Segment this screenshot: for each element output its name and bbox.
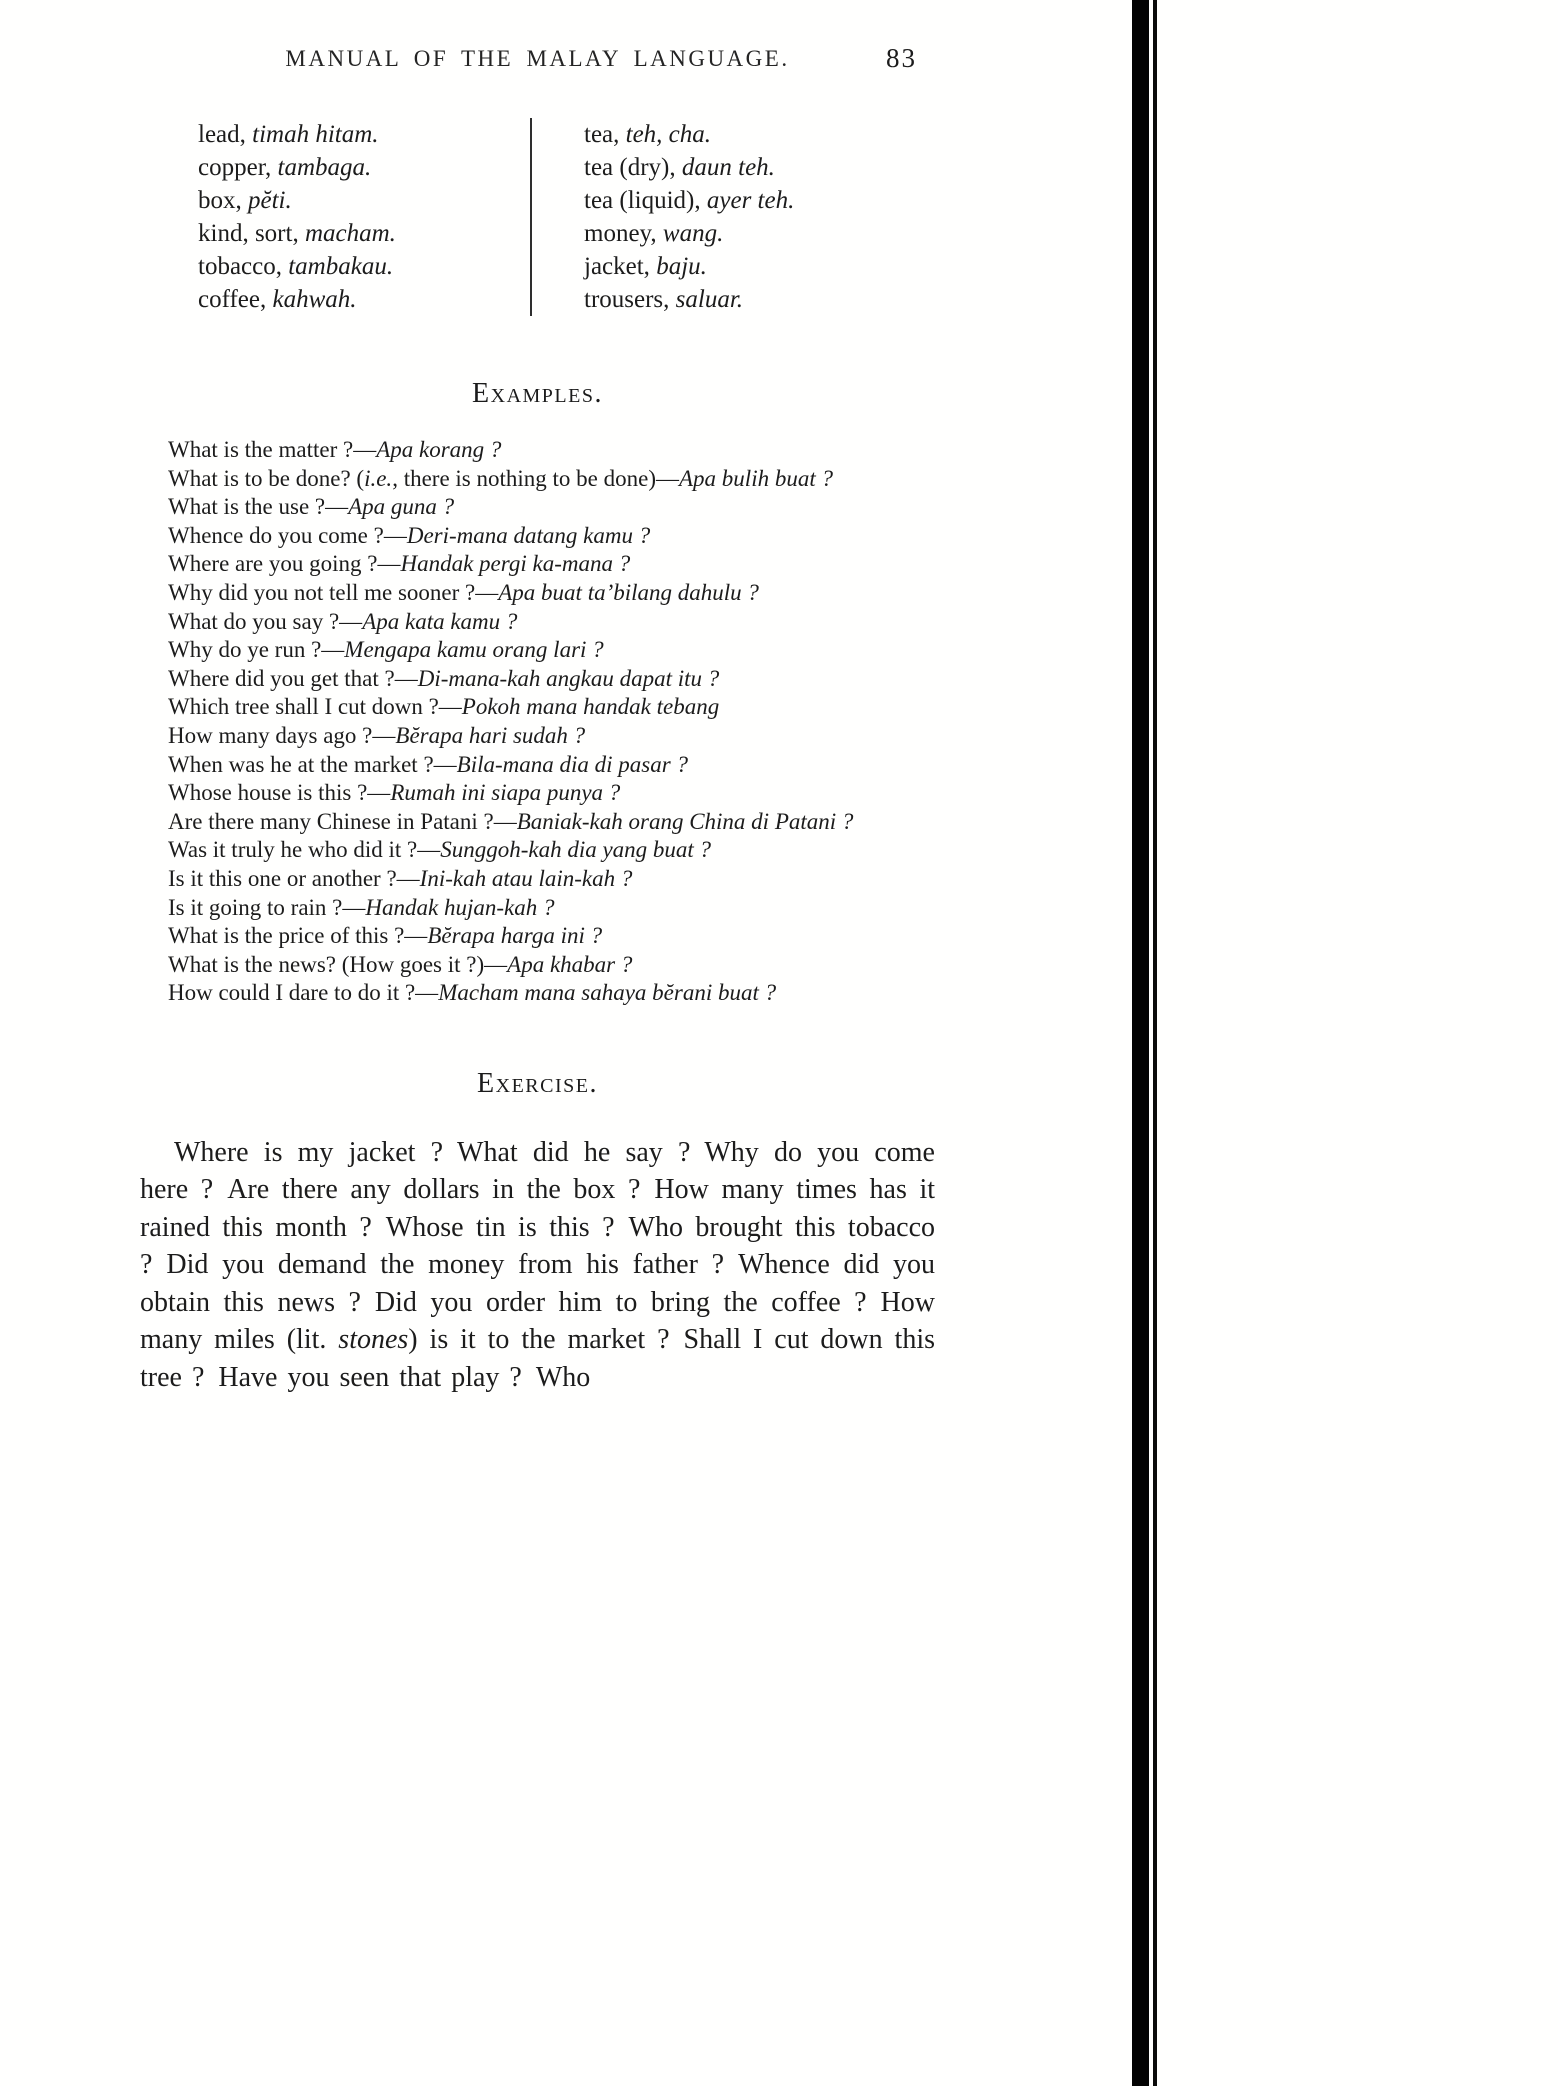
example-malay: Apa guna ? xyxy=(348,494,455,520)
example-malay: Bĕrapa hari sudah ? xyxy=(395,722,586,748)
example-malay: Apa bulih buat ? xyxy=(679,465,833,491)
page-header xyxy=(140,43,935,82)
vocab-malay: teh, cha. xyxy=(625,121,712,148)
vocab-entry xyxy=(198,151,530,184)
example-line xyxy=(140,779,935,808)
vocab-malay: timah hitam. xyxy=(252,121,379,148)
example-line xyxy=(140,722,935,751)
example-english: What is the use ?— xyxy=(168,494,349,520)
exercise-text: ) is it to the market ? Shall I cut down this tree ? Have you seen that play ? Who xyxy=(140,1324,935,1393)
example-english: Which tree shall I cut down ?— xyxy=(168,694,462,720)
example-english: Was it truly he who did it ?— xyxy=(168,837,441,863)
example-english: When was he at the market ?— xyxy=(168,751,457,777)
page-number: 83 xyxy=(886,43,917,73)
example-line xyxy=(140,894,935,923)
example-line xyxy=(140,522,935,551)
vocab-entry xyxy=(584,250,932,283)
example-english: Where did you get that ?— xyxy=(168,665,418,691)
vocab-english: trousers, xyxy=(584,286,676,313)
example-malay: Apa buat ta’bilang dahulu ? xyxy=(498,579,759,605)
vocab-english: tea, xyxy=(584,121,626,148)
example-english: What is the price of this ?— xyxy=(168,923,428,949)
example-malay: Apa khabar ? xyxy=(507,951,633,977)
example-english: Why do ye run ?— xyxy=(168,637,345,663)
example-line xyxy=(140,665,935,694)
example-english: What is the news? (How goes it ?)— xyxy=(168,951,508,977)
example-line xyxy=(140,865,935,894)
vocab-malay: tambaga. xyxy=(277,154,372,181)
example-malay: Di-mana-kah angkau dapat itu ? xyxy=(417,665,720,691)
example-latin-abbrev: i.e. xyxy=(364,465,393,491)
example-malay: Macham mana sahaya bĕrani buat ? xyxy=(438,980,777,1006)
example-line xyxy=(140,979,935,1008)
example-line xyxy=(140,751,935,780)
example-malay: Mengapa kamu orang lari ? xyxy=(344,637,604,663)
example-line xyxy=(140,465,935,494)
example-english: Is it going to rain ?— xyxy=(168,894,366,920)
vocab-malay: ayer teh. xyxy=(706,187,795,214)
exercise-italic-word: stones xyxy=(338,1324,409,1356)
example-english: What is to be done? ( xyxy=(168,465,365,491)
example-line xyxy=(140,836,935,865)
vocab-entry xyxy=(584,118,932,151)
vocab-english: money, xyxy=(584,220,663,247)
vocab-entry xyxy=(198,250,530,283)
scan-binding-bar xyxy=(1132,0,1149,2086)
vocab-column-left xyxy=(140,118,530,316)
vocab-english: lead, xyxy=(198,121,253,148)
example-malay: Sunggoh-kah dia yang buat ? xyxy=(440,837,712,863)
example-line xyxy=(140,493,935,522)
example-malay: Rumah ini siapa punya ? xyxy=(390,780,621,806)
vocab-english: tobacco, xyxy=(198,253,289,280)
exercise-paragraph xyxy=(140,1134,935,1397)
examples-heading: Examples. xyxy=(472,378,603,409)
vocab-english: tea (dry), xyxy=(584,154,682,181)
example-english: How many days ago ?— xyxy=(168,722,396,748)
example-english: , there is nothing to be done)— xyxy=(392,465,679,491)
example-line xyxy=(140,808,935,837)
example-english: What do you say ?— xyxy=(168,608,363,634)
vocab-entry xyxy=(198,184,530,217)
example-english: Is it this one or another ?— xyxy=(168,865,420,891)
example-line xyxy=(140,693,935,722)
vocab-english: kind, sort, xyxy=(198,220,305,247)
example-line xyxy=(140,922,935,951)
vocab-malay: saluar. xyxy=(675,286,744,313)
vocab-english: box, xyxy=(198,187,248,214)
examples-list xyxy=(140,436,935,1008)
vocab-column-right xyxy=(532,118,932,316)
example-english: Whose house is this ?— xyxy=(168,780,391,806)
example-malay: Bila-mana dia di pasar ? xyxy=(456,751,688,777)
vocabulary-table xyxy=(140,118,935,316)
vocab-malay: pĕti. xyxy=(248,187,292,214)
vocab-entry xyxy=(198,217,530,250)
example-english: Why did you not tell me sooner ?— xyxy=(168,579,499,605)
example-english: How could I dare to do it ?— xyxy=(168,980,439,1006)
vocab-malay: baju. xyxy=(656,253,707,280)
example-malay: Apa kata kamu ? xyxy=(362,608,518,634)
vocab-malay: wang. xyxy=(662,220,724,247)
vocab-entry xyxy=(584,283,932,316)
example-line xyxy=(140,579,935,608)
running-title: MANUAL OF THE MALAY LANGUAGE. xyxy=(285,46,790,71)
exercise-heading: Exercise. xyxy=(477,1067,598,1099)
example-english: Are there many Chinese in Patani ?— xyxy=(168,808,517,834)
vocab-english: copper, xyxy=(198,154,278,181)
vocab-english: jacket, xyxy=(584,253,657,280)
example-line xyxy=(140,951,935,980)
vocab-malay: macham. xyxy=(304,220,396,247)
example-line xyxy=(140,436,935,465)
scan-binding-line xyxy=(1153,0,1157,2086)
exercise-text: Where is my jacket ? What did he say ? Why do you come here ? Are there any dollars in the box ? How many times has it rained this month ? Whose tin is this ? Who brought this tobacco ? Did you demand the money from his father ? Whence did you obtain this news ? Did you order him to bring the coffee ? How many miles (lit. xyxy=(140,1136,935,1356)
page-content xyxy=(140,43,935,1396)
vocab-entry xyxy=(584,184,932,217)
vocab-english: coffee, xyxy=(198,286,273,313)
vocab-entry xyxy=(198,283,530,316)
example-malay: Handak hujan-kah ? xyxy=(365,894,555,920)
vocab-entry xyxy=(584,151,932,184)
example-english: Whence do you come ?— xyxy=(168,522,407,548)
vocab-english: tea (liquid), xyxy=(584,187,707,214)
vocab-malay: kahwah. xyxy=(272,286,357,313)
vocab-malay: daun teh. xyxy=(681,154,775,181)
example-malay: Ini-kah atau lain-kah ? xyxy=(419,865,633,891)
vocab-entry xyxy=(584,217,932,250)
example-malay: Deri-mana datang kamu ? xyxy=(406,522,651,548)
example-malay: Handak pergi ka-mana ? xyxy=(400,551,631,577)
example-english: Where are you going ?— xyxy=(168,551,401,577)
vocab-entry xyxy=(198,118,530,151)
vocab-malay: tambakau. xyxy=(288,253,394,280)
example-malay: Baniak-kah orang China di Patani ? xyxy=(516,808,854,834)
example-malay: Pokoh mana handak tebang xyxy=(461,694,720,720)
example-malay: Bĕrapa harga ini ? xyxy=(427,923,603,949)
example-malay: Apa korang ? xyxy=(376,437,502,462)
example-line xyxy=(140,550,935,579)
example-line xyxy=(140,636,935,665)
example-line xyxy=(140,608,935,637)
example-english: What is the matter ?— xyxy=(168,437,377,462)
